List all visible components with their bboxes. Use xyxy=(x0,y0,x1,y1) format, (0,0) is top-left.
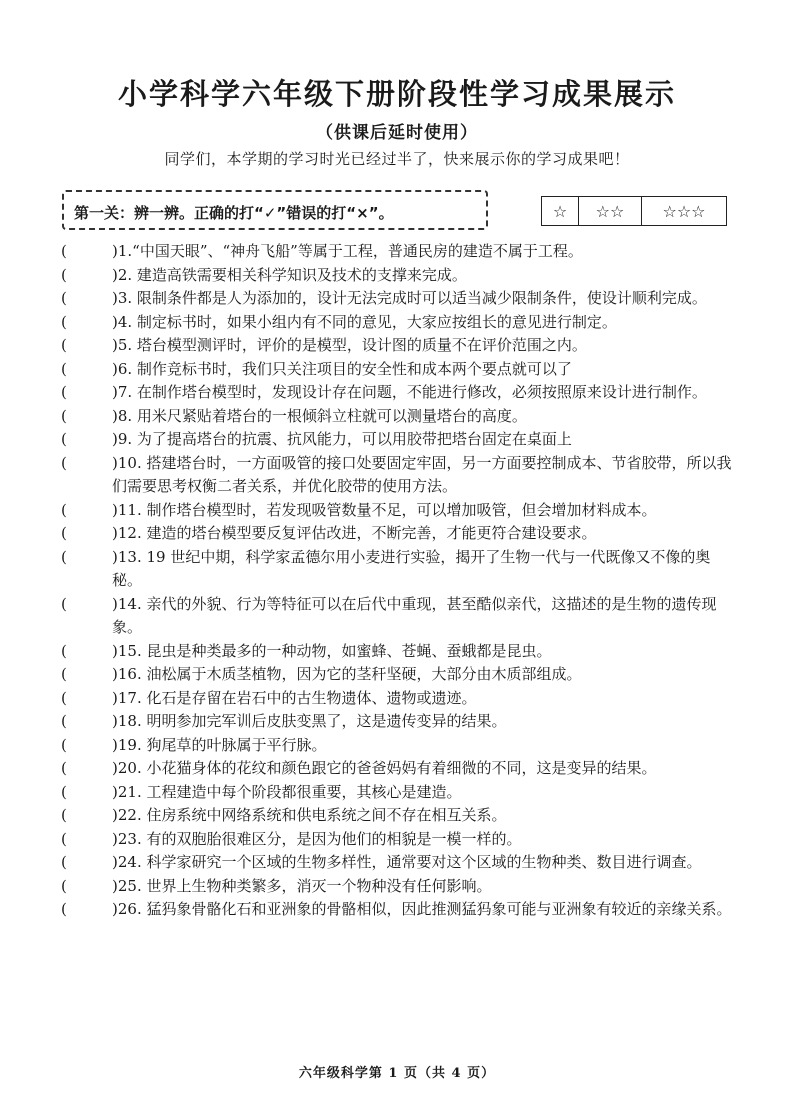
question-text: )9. 为了提高塔台的抗震、抗风能力，可以用胶带把塔台固定在桌面上 xyxy=(112,430,572,448)
answer-blank[interactable]: ( xyxy=(61,735,67,754)
answer-blank[interactable]: ( xyxy=(61,265,67,284)
answer-blank[interactable]: ( xyxy=(61,641,67,660)
question-text: )26. 猛犸象骨骼化石和亚洲象的骨骼相似，因此推测猛犸象可能与亚洲象有较近的亲缘关系。 xyxy=(112,900,732,918)
question-item xyxy=(0,381,794,405)
question-text: )17. 化石是存留在岩石中的古生物遗体、遗物或遗迹。 xyxy=(112,688,477,707)
answer-blank[interactable]: ( xyxy=(61,806,67,824)
answer-blank[interactable]: ( xyxy=(61,336,67,354)
question-text: )24. 科学家研究一个区域的生物多样性，通常要对这个区域的生物种类、数目进行调查。 xyxy=(112,853,702,871)
question-item xyxy=(0,334,794,358)
answer-blank[interactable]: ( xyxy=(61,242,67,260)
question-text: )8. 用米尺紧贴着塔台的一根倾斜立柱就可以测量塔台的高度。 xyxy=(112,406,527,425)
answer-blank[interactable]: ( xyxy=(61,524,67,542)
answer-blank[interactable]: ( xyxy=(61,359,67,378)
question-item xyxy=(0,264,794,288)
question-item xyxy=(0,499,794,523)
question-list xyxy=(0,240,794,922)
question-text: )6. 制作竞标书时，我们只关注项目的安全性和成本两个要点就可以了 xyxy=(112,359,572,378)
answer-blank[interactable]: ( xyxy=(61,782,67,801)
question-item xyxy=(0,287,794,311)
star-rating-one: ☆ xyxy=(542,197,579,225)
answer-blank[interactable]: ( xyxy=(61,289,67,307)
question-text: )5. 塔台模型测评时，评价的是模型，设计图的质量不在评价范围之内。 xyxy=(112,336,587,354)
answer-blank[interactable]: ( xyxy=(61,500,67,519)
answer-blank[interactable]: ( xyxy=(61,547,67,566)
greeting-text: 同学们，本学期的学习时光已经过半了，快来展示你的学习成果吧！ xyxy=(164,150,630,168)
question-item xyxy=(0,522,794,546)
question-item xyxy=(0,875,794,899)
answer-blank[interactable]: ( xyxy=(61,453,67,472)
question-text: )16. 油松属于木质茎植物，因为它的茎秆坚硬，大部分由木质部组成。 xyxy=(112,665,582,683)
question-text: )2. 建造高铁需要相关科学知识及技术的支撑来完成。 xyxy=(112,265,467,284)
question-item xyxy=(0,898,794,922)
question-text: )23. 有的双胞胎很难区分，是因为他们的相貌是一模一样的。 xyxy=(112,829,522,848)
question-item xyxy=(0,757,794,781)
question-text: )18. 明明参加完军训后皮肤变黑了，这是遗传变异的结果。 xyxy=(112,712,507,730)
question-text: )10. 搭建塔台时，一方面吸管的接口处要固定牢固，另一方面要控制成本、节省胶带，所以我们需要思考权衡二者关系，并优化胶带的使用方法。 xyxy=(112,453,732,495)
star-rating-two: ☆☆ xyxy=(579,197,642,225)
answer-blank[interactable]: ( xyxy=(61,594,67,613)
question-text: )22. 住房系统中网络系统和供电系统之间不存在相互关系。 xyxy=(112,806,507,824)
answer-blank[interactable]: ( xyxy=(61,383,67,401)
question-item xyxy=(0,851,794,875)
answer-blank[interactable]: ( xyxy=(61,665,67,683)
question-item xyxy=(0,452,794,499)
star-rating-three: ☆☆☆ xyxy=(662,201,706,221)
answer-blank[interactable]: ( xyxy=(61,900,67,918)
question-text: )20. 小花猫身体的花纹和颜色跟它的爸爸妈妈有着细微的不同，这是变异的结果。 xyxy=(112,759,657,777)
page-footer: 六年级科学第 1 页（共 4 页） xyxy=(298,1066,496,1081)
question-text: )13. 19 世纪中期，科学家孟德尔用小麦进行实验，揭开了生物一代与一代既像又不像的奥秘。 xyxy=(112,547,711,589)
question-item xyxy=(0,710,794,734)
question-item xyxy=(0,804,794,828)
question-item xyxy=(0,311,794,335)
question-text: )12. 建造的塔台模型要反复评估改进，不断完善，才能更符合建设要求。 xyxy=(112,524,597,542)
question-item xyxy=(0,546,794,593)
answer-blank[interactable]: ( xyxy=(61,688,67,707)
section-header-box xyxy=(62,190,488,230)
answer-blank[interactable]: ( xyxy=(61,829,67,848)
page-title: 小学科学六年级下册阶段性学习成果展示 xyxy=(117,77,676,111)
question-item xyxy=(0,687,794,711)
question-item xyxy=(0,428,794,452)
answer-blank[interactable]: ( xyxy=(61,876,67,895)
question-item xyxy=(0,640,794,664)
question-item xyxy=(0,734,794,758)
question-text: )7. 在制作塔台模型时，发现设计存在问题，不能进行修改，必须按照原来设计进行制作。 xyxy=(112,383,707,401)
answer-blank[interactable]: ( xyxy=(61,853,67,871)
question-item xyxy=(0,781,794,805)
question-item xyxy=(0,358,794,382)
question-text: )11. 制作塔台模型时，若发现吸管数量不足，可以增加吸管，但会增加材料成本。 xyxy=(112,500,657,519)
question-item xyxy=(0,405,794,429)
question-item xyxy=(0,663,794,687)
section-title: 第一关：辨一辨。正确的打“✓”错误的打“×”。 xyxy=(74,204,394,222)
answer-blank[interactable]: ( xyxy=(61,712,67,730)
answer-blank[interactable]: ( xyxy=(61,759,67,777)
question-item xyxy=(0,828,794,852)
page-subtitle: （供课后延时使用） xyxy=(316,123,478,143)
answer-blank[interactable]: ( xyxy=(61,406,67,425)
question-item xyxy=(0,240,794,264)
question-text: )21. 工程建造中每个阶段都很重要，其核心是建造。 xyxy=(112,782,462,801)
question-text: )15. 昆虫是种类最多的一种动物，如蜜蜂、苍蝇、蚕蛾都是昆虫。 xyxy=(112,641,552,660)
question-text: )25. 世界上生物种类繁多，消灭一个物种没有任何影响。 xyxy=(112,876,492,895)
question-text: )3. 限制条件都是人为添加的，设计无法完成时可以适当减少限制条件，使设计顺利完成。 xyxy=(112,289,707,307)
answer-blank[interactable]: ( xyxy=(61,430,67,448)
question-item xyxy=(0,593,794,640)
star-rating-box xyxy=(541,196,727,226)
answer-blank[interactable]: ( xyxy=(61,312,67,331)
question-text: )4. 制定标书时，如果小组内有不同的意见，大家应按组长的意见进行制定。 xyxy=(112,312,617,331)
question-text: )1.“中国天眼”、“神舟飞船”等属于工程，普通民房的建造不属于工程。 xyxy=(112,242,583,260)
question-text: )19. 狗尾草的叶脉属于平行脉。 xyxy=(112,735,327,754)
question-text: )14. 亲代的外貌、行为等特征可以在后代中重现，甚至酷似亲代，这描述的是生物的遗传现象。 xyxy=(112,594,717,636)
